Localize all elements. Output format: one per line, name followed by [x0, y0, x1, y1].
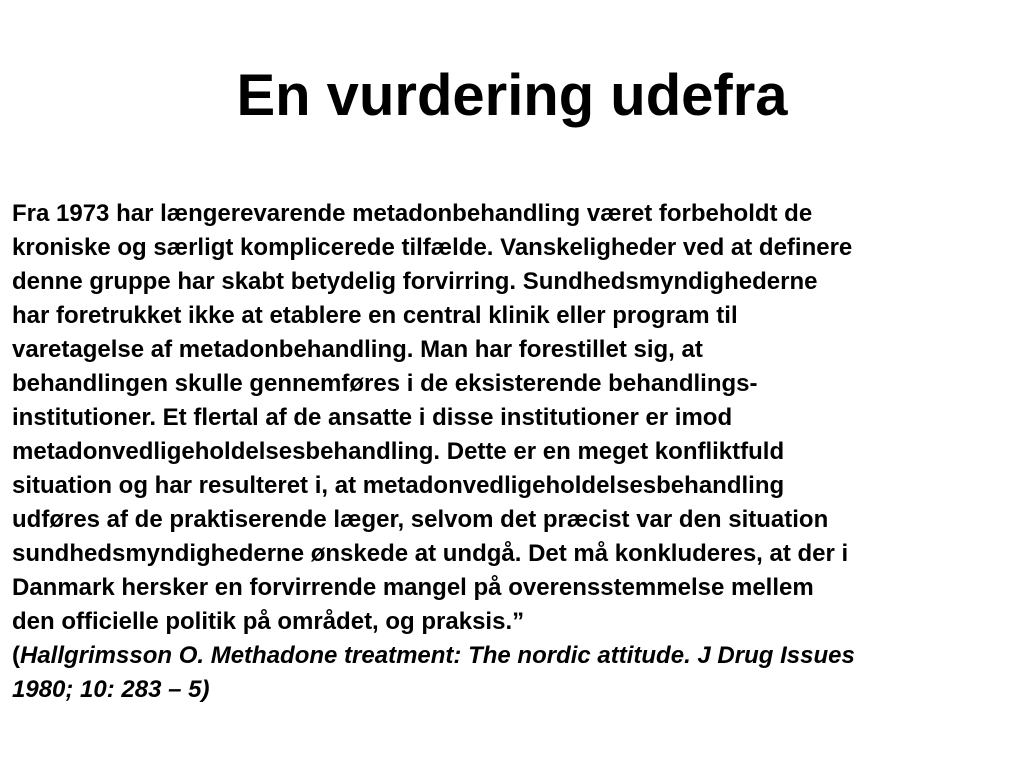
quote-body [12, 197, 1017, 707]
citation-open-paren: ( [12, 642, 20, 669]
quote-line: institutioner. Et flertal af de ansatte i disse institutioner er imod [12, 404, 733, 431]
quote-line: Fra 1973 har længerevarende metadonbehandling været forbeholdt de [12, 200, 813, 227]
quote-line: kroniske og særligt komplicerede tilfælde. Vanskeligheder ved at definere [12, 234, 853, 261]
citation-line-2: 1980; 10: 283 – 5) [12, 676, 210, 703]
quote-line: den officielle politik på området, og praksis.” [12, 608, 525, 635]
quote-line: Danmark hersker en forvirrende mangel på overensstemmelse mellem [12, 574, 814, 601]
quote-line: behandlingen skulle gennemføres i de eksisterende behandlings- [12, 370, 758, 397]
quote-line: metadonvedligeholdelsesbehandling. Dette er en meget konfliktfuld [12, 438, 785, 465]
citation-line-1 [12, 639, 1017, 673]
quote-line: har foretrukket ikke at etablere en central klinik eller program til [12, 302, 738, 329]
quote-line: varetagelse af metadonbehandling. Man har forestillet sig, at [12, 336, 703, 363]
citation-text-1: Hallgrimsson O. Methadone treatment: The nordic attitude. J Drug Issues [20, 642, 855, 669]
slide-title: En vurdering udefra [236, 63, 788, 128]
quote-line: situation og har resulteret i, at metadonvedligeholdelsesbehandling [12, 472, 785, 499]
quote-line: udføres af de praktiserende læger, selvom det præcist var den situation [12, 506, 829, 533]
quote-line: sundhedsmyndighederne ønskede at undgå. Det må konkluderes, at der i [12, 540, 849, 567]
quote-line: denne gruppe har skabt betydelig forvirring. Sundhedsmyndighederne [12, 268, 818, 295]
